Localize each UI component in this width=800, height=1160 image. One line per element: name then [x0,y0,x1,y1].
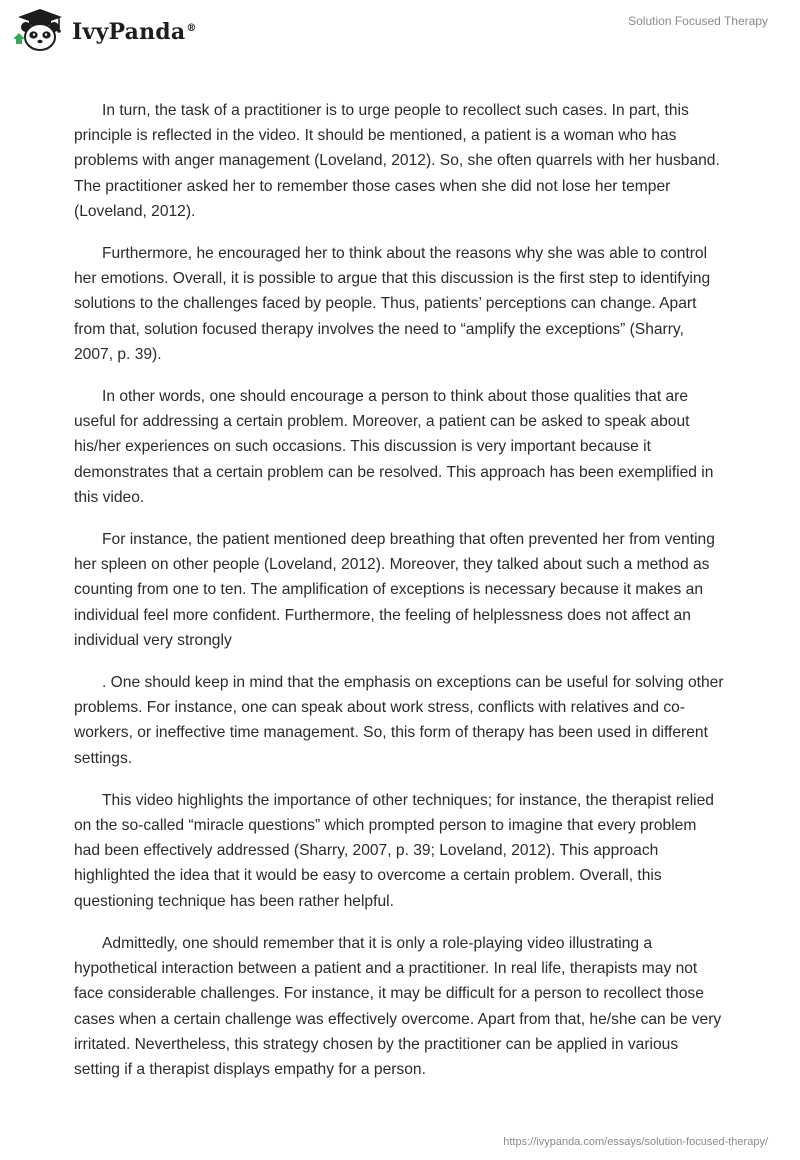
paragraph: This video highlights the importance of other techniques; for instance, the therapist relied on the so-called “miracle questions” which prompted person to imagine that every problem had been effectively addressed (Sharry, 2007, p. 39; Loveland, 2012). This approach highlighted the idea that it would be easy to overcome a certain problem. Overall, this questioning technique has been rather helpful. [74,791,714,910]
paragraph: In other words, one should encourage a person to think about those qualities that are useful for addressing a certain problem. Moreover, a patient can be asked to speak about his/her experiences on such occasions. This discussion is very important because it demonstrates that a certain problem can be resolved. This approach has been exemplified in this video. [74,388,714,506]
paragraph: In turn, the task of a practitioner is to urge people to recollect such cases. In part, this principle is reflected in the video. It should be mentioned, a patient is a woman who has problems with anger management (Loveland, 2012). So, she often quarrels with her husband. The practitioner asked her to remember those cases when she did not lose her temper (Loveland, 2012). [74,102,720,220]
paragraph: Furthermore, he encouraged her to think about the reasons why she was able to control her emotions. Overall, it is possible to argue that this discussion is the first step to identifying solutions to the challenges faced by people. Thus, patients’ perceptions can change. Apart from that, solution focused therapy involves the need to “amplify the exceptions” (Sharry, 2007, p. 39). [74,245,711,363]
brand-name: IvyPanda® [72,19,197,45]
registered-mark: ® [186,23,197,34]
document-title: Solution Focused Therapy [628,14,768,28]
page-header [0,0,800,60]
paragraph: For instance, the patient mentioned deep breathing that often prevented her from venting her spleen on other people (Loveland, 2012). Moreover, they talked about such a method as counting from one to ten. The amplification of exceptions is necessary because it makes an individual feel more confident. Furthermore, the feeling of helplessness does not affect an individual very strongly [74,531,715,649]
paragraph: . One should keep in mind that the emphasis on exceptions can be useful for solving other problems. For instance, one can speak about work stress, conflicts with relatives and co-workers, or ineffective time management. So, this form of therapy has been used in different settings. [74,674,724,767]
paragraph: Admittedly, one should remember that it is only a role-playing video illustrating a hypothetical interaction between a patient and a practitioner. In real life, therapists may not face considerable challenges. For instance, it may be difficult for a person to recollect those cases when a certain challenge was effectively overcome. Apart from that, he/she can be very irritated. Nevertheless, this strategy chosen by the practitioner can be applied in various setting if a therapist displays empathy for a person. [74,934,722,1078]
ivypanda-logo[interactable] [14,8,197,52]
source-url-link[interactable]: https://ivypanda.com/essays/solution-focused-therapy/ [503,1136,768,1148]
panda-graduate-icon [14,8,66,52]
essay-body [74,98,726,1099]
